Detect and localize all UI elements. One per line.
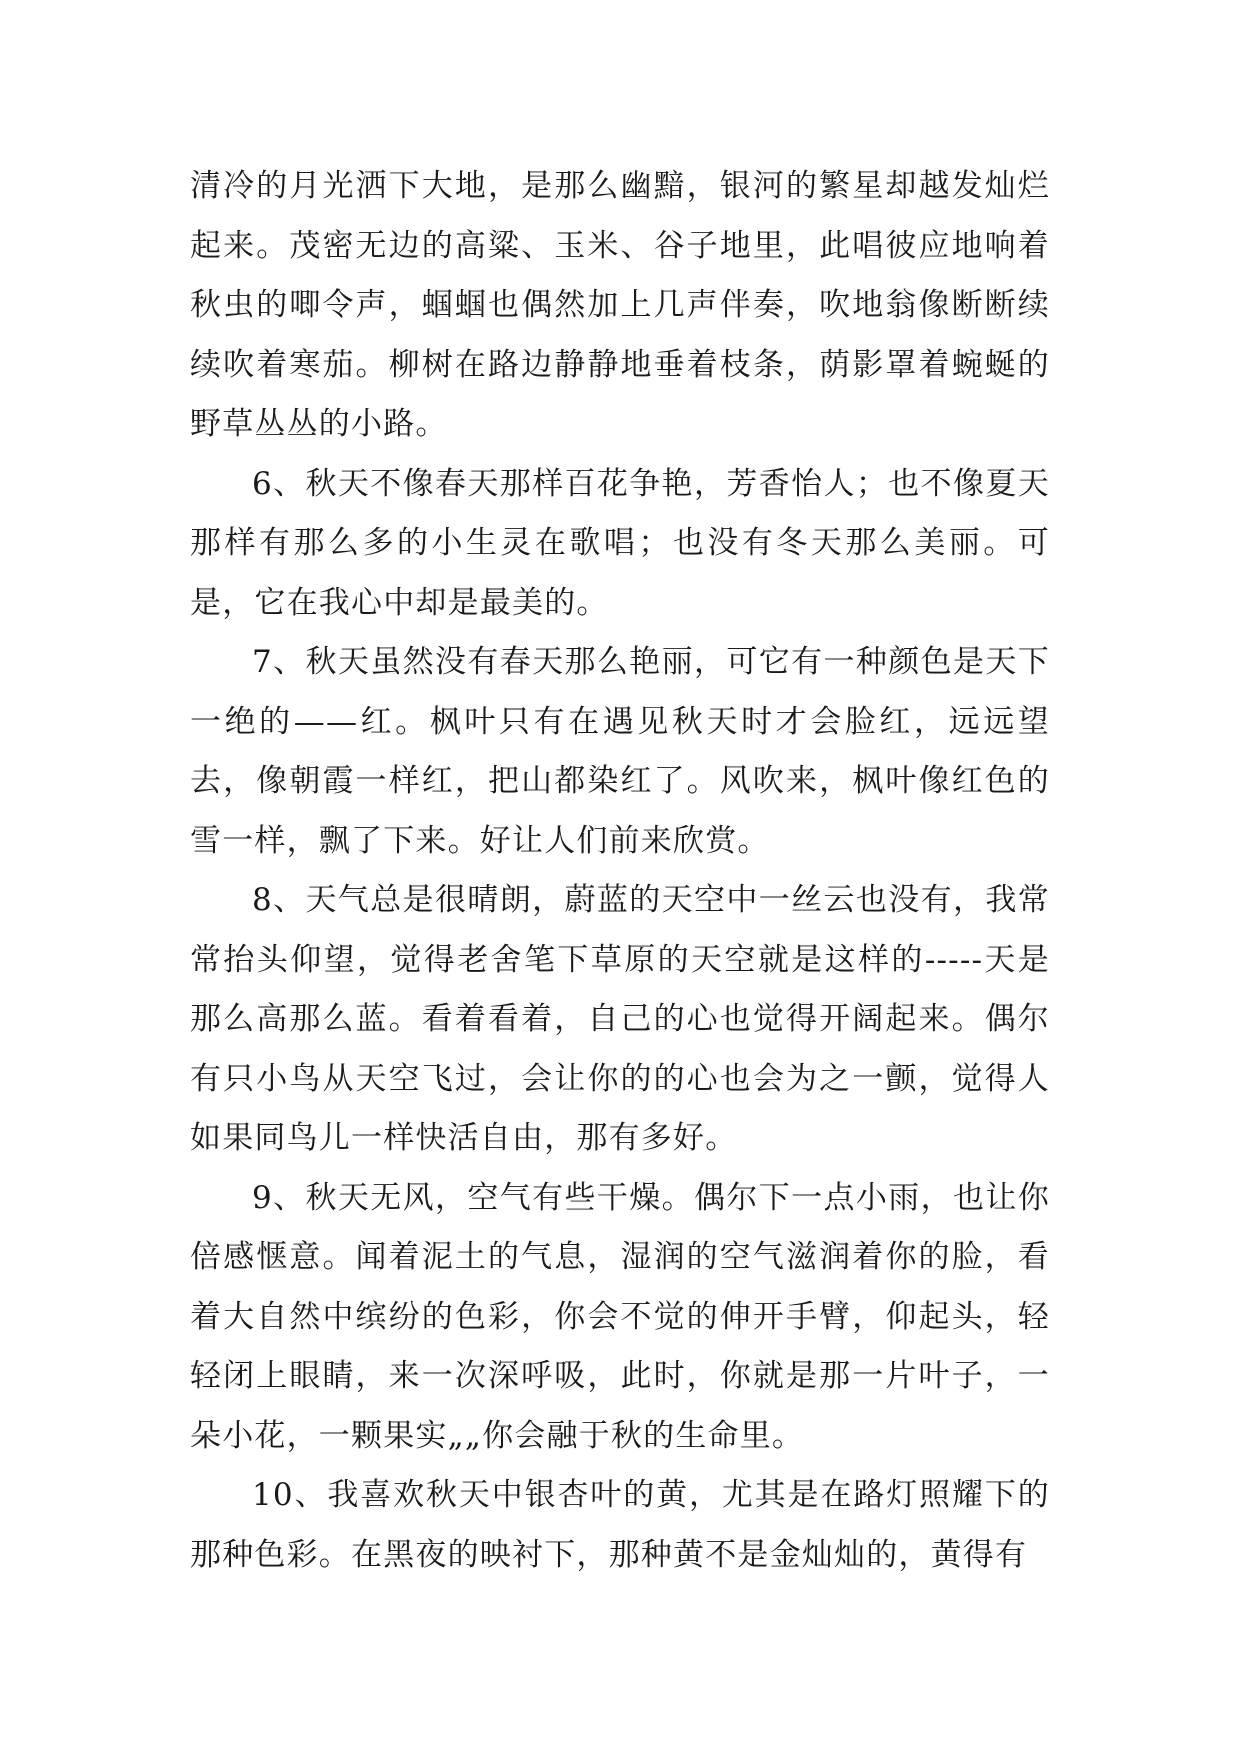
paragraph-8: 8、天气总是很晴朗，蔚蓝的天空中一丝云也没有，我常常抬头仰望，觉得老舍笔下草原的天空就是这样的-----天是那么高那么蓝。看着看着，自己的心也觉得开阔起来。偶尔有只小鸟从天空飞过，会让你的的心也会为之一颤，觉得人如果同鸟儿一样快活自由，那有多好。 [190,882,1050,1156]
document-body [190,157,1050,1585]
paragraph-6: 6、秋天不像春天那样百花争艳，芳香怡人；也不像夏天那样有那么多的小生灵在歌唱；也没有冬天那么美丽。可是，它在我心中却是最美的。 [190,465,1050,621]
paragraph-10: 10、我喜欢秋天中银杏叶的黄，尤其是在路灯照耀下的那种色彩。在黑夜的映衬下，那种黄不是金灿灿的，黄得有 [190,1477,1050,1573]
paragraph-continuation: 清冷的月光洒下大地，是那么幽黯，银河的繁星却越发灿烂起来。茂密无边的高粱、玉米、谷子地里，此唱彼应地响着秋虫的唧令声，蝈蝈也偶然加上几声伴奏，吹地翁像断断续续吹着寒茄。柳树在路边静静地垂着枝条，荫影罩着蜿蜒的野草丛丛的小路。 [190,168,1050,442]
paragraph-9: 9、秋天无风，空气有些干燥。偶尔下一点小雨，也让你倍感惬意。闻着泥土的气息，湿润的空气滋润着你的脸，看着大自然中缤纷的色彩，你会不觉的伸开手臂，仰起头，轻轻闭上眼睛，来一次深呼吸，此时，你就是那一片叶子，一朵小花，一颗果实„„你会融于秋的生命里。 [190,1179,1050,1454]
paragraph-7: 7、秋天虽然没有春天那么艳丽，可它有一种颜色是天下一绝的——红。枫叶只有在遇见秋天时才会脸红，远远望去，像朝霞一样红，把山都染红了。风吹来，枫叶像红色的雪一样，飘了下来。好让人们前来欣赏。 [190,644,1050,859]
